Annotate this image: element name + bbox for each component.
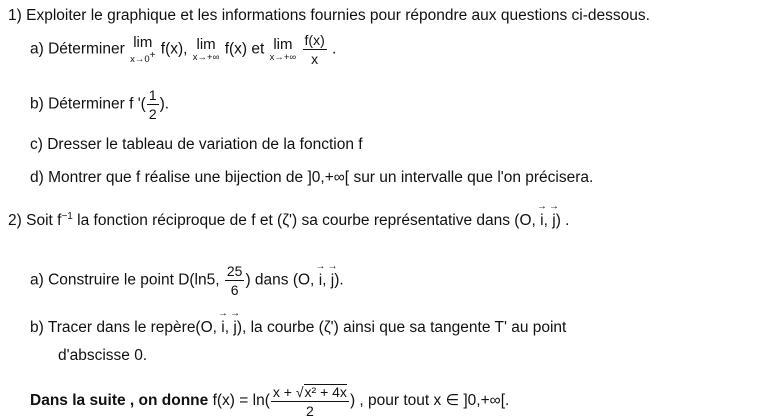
item-text-after: sur un intervalle que l'on précisera. <box>353 169 594 186</box>
question-end: ) . <box>555 212 570 230</box>
question-2a <box>30 264 344 297</box>
item-text-2: ), la courbe (ζ') ainsi que sa tangente T' au point <box>236 319 567 336</box>
separator: , <box>322 271 327 289</box>
vector-j: → j <box>233 320 236 336</box>
vector-j: → j <box>552 213 555 229</box>
limit-3 <box>270 37 297 63</box>
question-number: 1) <box>8 7 22 24</box>
item-text: Déterminer f '( <box>48 95 146 113</box>
fraction-numerator: x + √x² + 4x <box>272 384 347 400</box>
item-text: Déterminer <box>48 40 125 58</box>
interval: ]0,+∞[ <box>307 169 350 186</box>
fraction-fx-over-x <box>303 33 327 66</box>
question-text-2: la fonction réciproque de f et (ζ') sa courbe représentative dans (O, <box>77 212 536 230</box>
fraction-numerator: 25 <box>226 263 243 279</box>
item-end: ). <box>334 271 344 289</box>
item-end: ). <box>159 95 170 113</box>
vector-i: → i <box>319 273 322 289</box>
limit-expression: f(x), <box>160 40 188 58</box>
fraction-f-definition <box>271 384 349 418</box>
function-definition: f(x) = ln( <box>212 392 270 410</box>
lim-subscript <box>130 51 155 65</box>
fraction-denominator: x <box>311 51 319 67</box>
separator: , <box>224 319 230 336</box>
fraction-25-over-6 <box>225 264 245 297</box>
item-text: d'abscisse 0. <box>58 347 148 364</box>
item-label: d) <box>30 169 44 186</box>
inverse-exponent: −1 <box>61 211 73 222</box>
question-number: 2) <box>8 212 22 230</box>
question-1-intro <box>8 8 650 24</box>
fraction-numerator: 1 <box>148 87 157 103</box>
fraction-denominator: 6 <box>230 282 239 298</box>
item-label: b) <box>30 95 44 113</box>
question-text: Soit f <box>26 212 62 230</box>
separator: , <box>543 212 548 230</box>
question-2b-line2 <box>58 348 147 364</box>
item-text: Construire le point D(ln5, <box>48 271 220 289</box>
question-1b <box>30 88 169 121</box>
numerator-prefix: x + <box>272 384 292 400</box>
vector-j: → j <box>331 273 334 289</box>
item-end: . <box>332 40 337 58</box>
item-text: Montrer que f réalise une bijection de <box>48 169 304 186</box>
lim-subscript: x→+∞ <box>269 51 297 63</box>
limit-1 <box>130 35 155 65</box>
lim-operator: lim <box>133 33 153 51</box>
item-label: a) <box>30 40 44 58</box>
item-label: c) <box>30 136 43 153</box>
note-definition <box>30 384 509 418</box>
vector-i: → i <box>540 213 543 229</box>
question-1a <box>30 33 336 66</box>
limit-2 <box>193 37 220 63</box>
item-text: Dresser le tableau de variation de la fonction f <box>47 136 363 153</box>
sqrt-body: x² + 4x <box>304 384 347 400</box>
item-text: Tracer dans le repère(O, <box>47 319 217 336</box>
fraction-one-half <box>147 88 159 121</box>
lim-subscript-text: x→0 <box>130 53 150 65</box>
lim-operator: lim <box>196 35 216 53</box>
note-bold-text: Dans la suite , on donne <box>30 392 209 410</box>
question-1c <box>30 137 363 153</box>
vector-i: → i <box>221 320 224 336</box>
question-2b <box>30 320 566 336</box>
question-text: Exploiter le graphique et les informations fournies pour répondre aux questions ci-dessous. <box>26 7 650 24</box>
fraction-denominator: 2 <box>306 403 314 419</box>
question-2 <box>8 212 569 229</box>
question-1d <box>30 170 593 186</box>
item-label: a) <box>30 271 44 289</box>
lim-operator: lim <box>273 35 293 53</box>
fraction-denominator: 2 <box>148 106 157 122</box>
item-label: b) <box>30 319 44 336</box>
note-end: ) , pour tout x ∈ ]0,+∞[. <box>349 392 510 410</box>
limit-expression: f(x) et <box>224 40 265 58</box>
lim-subscript-sup: + <box>149 49 156 61</box>
item-text-2: ) dans (O, <box>245 271 315 289</box>
fraction-numerator: f(x) <box>304 32 325 48</box>
lim-subscript: x→+∞ <box>192 51 220 63</box>
